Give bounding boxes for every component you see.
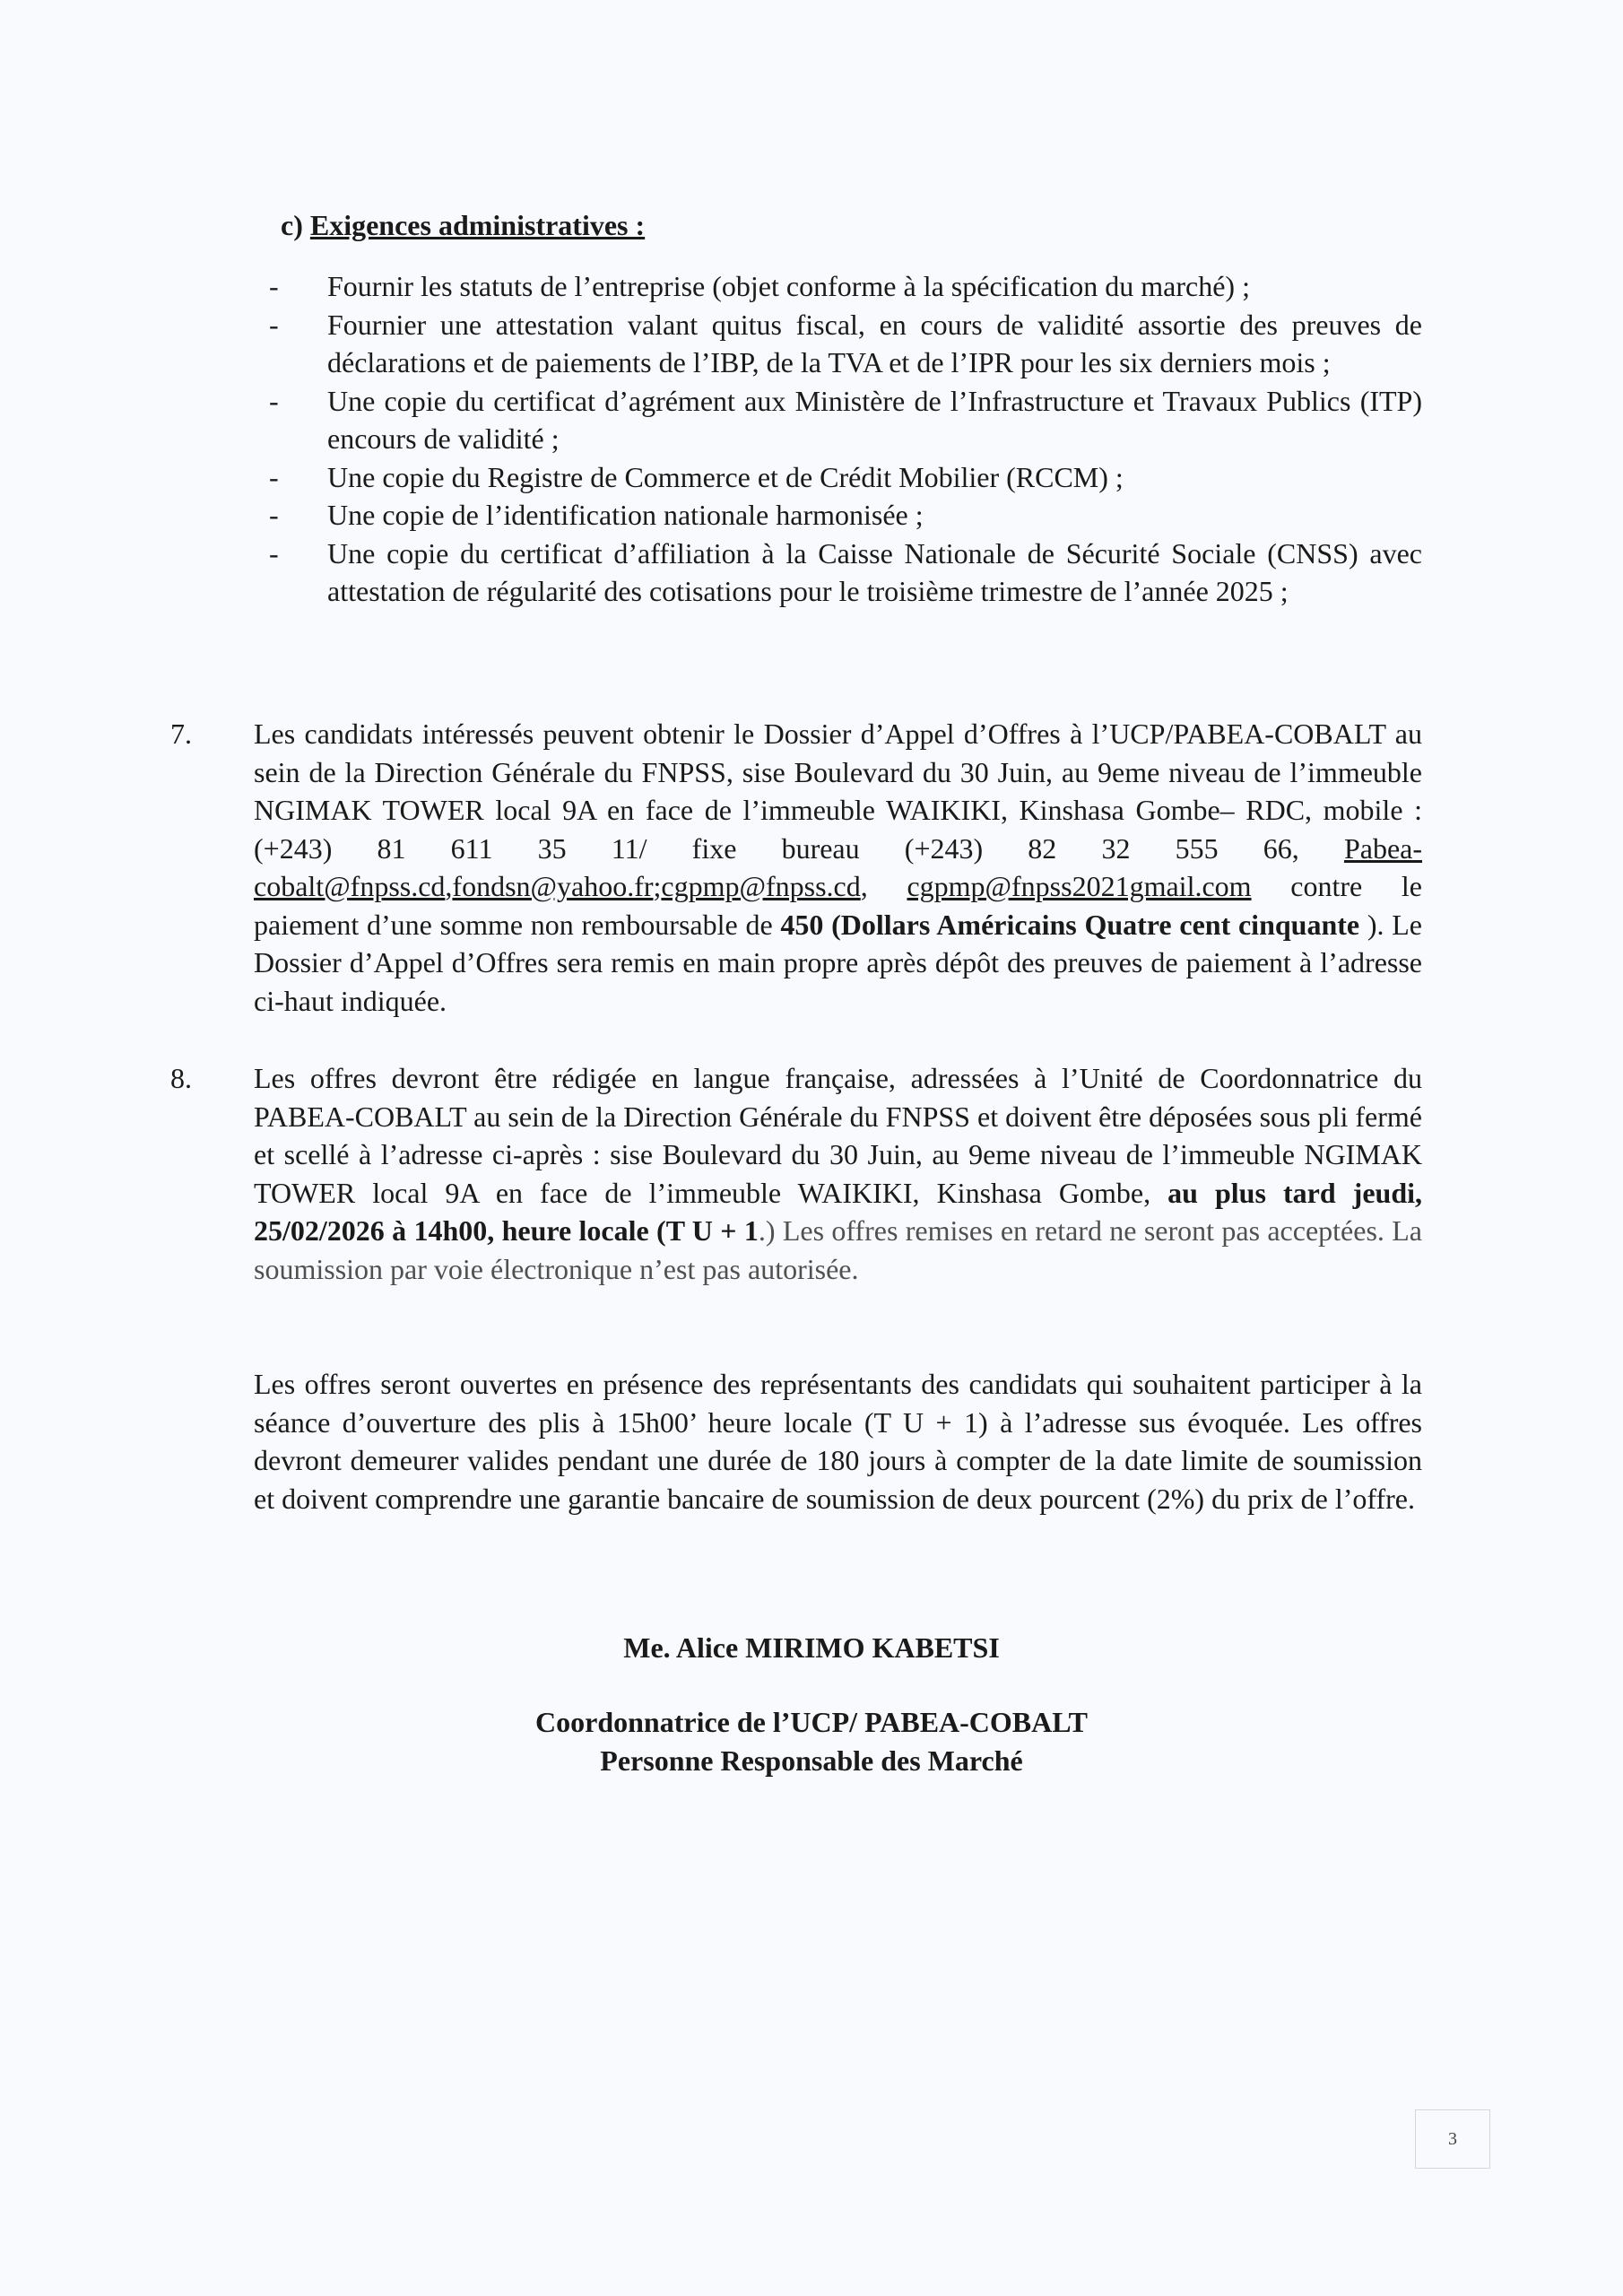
- text: Les candidats intéressés peuvent obtenir le Dossier d’Appel d’Offres à l’UCP/PABEA-COBALT au sein de la Direction Générale du FNPSS, sise Boulevard du 30 Juin, au 9eme niveau de l’immeuble NGIMAK TOWER local 9A en face de l’immeuble WAIKIKI, Kinshasa Gombe– RDC, mobile : (+243) 81 611 35 11/ fixe bureau (+243) 82 32 555 66,: [254, 718, 1422, 865]
- amount: 450 (Dollars Américains Quatre cent cinquante: [780, 908, 1360, 941]
- list-item: [269, 458, 1422, 497]
- list-item-text: Une copie du certificat d’agrément aux Ministère de l’Infrastructure et Travaux Publics (ITP) encours de validité ;: [327, 384, 1422, 455]
- text: .) Les offres remises en retard ne seront pas acceptées. La soumission par voie électronique n’est pas autorisée.: [254, 1214, 1423, 1285]
- list-item-text: Une copie du certificat d’affiliation à la Caisse Nationale de Sécurité Sociale (CNSS) avec attestation de régularité des cotisations pour le troisième trimestre de l’année 2025 ;: [327, 536, 1422, 607]
- signatory-role: Personne Responsable des Marché: [600, 1744, 1023, 1777]
- list-item: [269, 382, 1422, 458]
- dash: -: [269, 536, 279, 570]
- section-title: Exigences administratives :: [309, 209, 646, 241]
- email-link[interactable]: Pabea-cobalt@fnpss.cd: [254, 831, 1423, 902]
- dash: -: [269, 384, 279, 417]
- dash: -: [269, 460, 279, 493]
- list-item: [269, 306, 1422, 382]
- list-item: [269, 535, 1422, 611]
- text: ). Le Dossier d’Appel d’Offres sera remis en main propre après dépôt des preuves de paiement à l’adresse ci-haut indiquée.: [254, 908, 1423, 1017]
- list-item: [269, 267, 1422, 306]
- item-7: [170, 715, 1422, 1020]
- list-item: [269, 496, 1422, 535]
- item-number: 8.: [170, 1062, 192, 1094]
- opening-paragraph: Les offres seront ouvertes en présence des représentants des candidats qui souhaitent participer à la séance d’ouverture des plis à 15h00’ heure locale (T U + 1) à l’adresse sus évoquée. Les offres devront demeurer valides pendant une durée de 180 jours à compter de la date limite de soumission et doivent comprendre une garantie bancaire de soumission de deux pourcent (2%) du prix de l’offre.: [254, 1368, 1422, 1515]
- item-8-text: [254, 1059, 1422, 1288]
- signatory-title: Coordonnatrice de l’UCP/ PABEA-COBALT: [535, 1706, 1088, 1738]
- dash: -: [269, 499, 279, 531]
- dash: -: [269, 270, 279, 302]
- item-number: 7.: [170, 718, 192, 750]
- text: Les offres devront être rédigée en langue française, adressées à l’Unité de Coordonnatrice du PABEA-COBALT au sein de la Direction Générale du FNPSS et doivent être déposées sous pli fermé et scellé à l’adresse ci-après : sise Boulevard du 30 Juin, au 9eme niveau de l’immeuble NGIMAK TOWER local 9A en face de l’immeuble WAIKIKI, Kinshasa Gombe,: [254, 1062, 1422, 1209]
- list-item-text: Une copie de l’identification nationale harmonisée ;: [327, 499, 924, 531]
- list-item-text: Fournier une attestation valant quitus fiscal, en cours de validité assortie des preuves de déclarations et de paiements de l’IBP, de la TVA et de l’IPR pour les six derniers mois ;: [327, 308, 1422, 378]
- administrative-requirements-list: [269, 267, 1422, 611]
- section-c-heading: [281, 206, 645, 245]
- list-item-text: Une copie du Registre de Commerce et de Crédit Mobilier (RCCM) ;: [327, 460, 1124, 493]
- page-number: 3: [1415, 2109, 1490, 2169]
- item-8: [170, 1059, 1422, 1288]
- email-link[interactable]: fondsn@yahoo.fr: [452, 870, 654, 902]
- email-link[interactable]: cgpmp@fnpss.cd: [661, 870, 861, 902]
- signatory-name: Me. Alice MIRIMO KABETSI: [623, 1631, 1000, 1664]
- dash: -: [269, 308, 279, 341]
- section-label: c): [281, 209, 303, 241]
- list-item-text: Fournir les statuts de l’entreprise (objet conforme à la spécification du marché) ;: [327, 270, 1250, 302]
- item-7-text: Les candidats intéressés peuvent obtenir le Dossier d’Appel d’Offres à l’UCP/PABEA-COBALT au sein de la Direction Générale du FNPSS, sise Boulevard du 30 Juin, au 9eme niveau de l’immeuble NGIMAK TOWER local 9A en face de l’immeuble WAIKIKI, Kinshasa Gombe– RDC, mobile : (+243) 81 611 35 11/ fixe bureau (+243) 82 32 555 66, Pabea-cobalt@fnpss.cd,fondsn@yahoo.fr;cgpmp@fnpss.cd, cgpmp@fnpss2021gmail.com contre le paiement d’une somme non remboursable de 450 (Dollars Américains Quatre cent cinquante ). Le Dossier d’Appel d’Offres sera remis en main propre après dépôt des preuves de paiement à l’adresse ci-haut indiquée.: [254, 718, 1423, 1017]
- email-link[interactable]: cgpmp@fnpss2021gmail.com: [907, 870, 1252, 902]
- text: contre le paiement d’une somme non remboursable de: [254, 870, 1423, 941]
- deadline: au plus tard jeudi, 25/02/2026 à 14h00, heure locale (T U + 1: [254, 1176, 1423, 1247]
